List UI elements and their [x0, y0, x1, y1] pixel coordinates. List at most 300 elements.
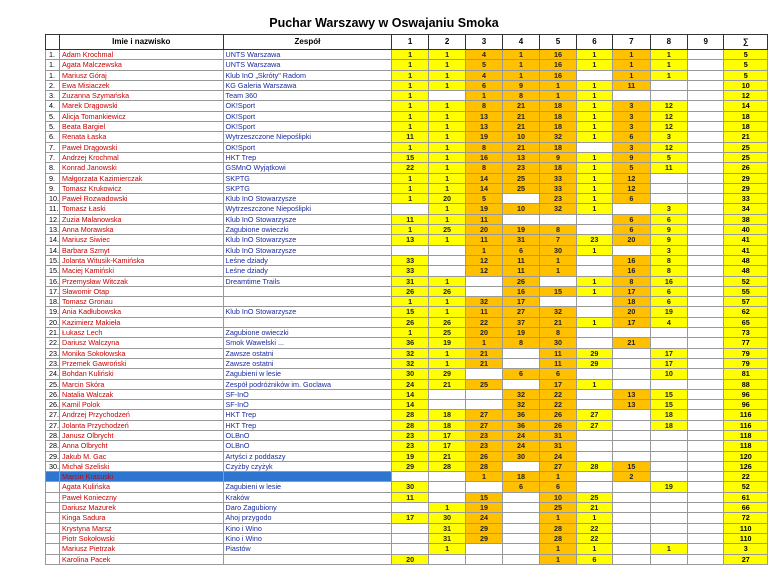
row-rank: 2.: [46, 80, 60, 90]
score-cell-3: 1: [466, 472, 502, 482]
table-row: [46, 348, 768, 358]
score-cell-7: [613, 544, 650, 554]
score-cell-7: 6: [613, 194, 650, 204]
row-team: Klub InO „Skróty" Radom: [223, 70, 392, 80]
score-cell-5: 22: [540, 389, 576, 399]
score-cell-1: 1: [392, 60, 428, 70]
row-sum: 33: [724, 194, 768, 204]
row-rank: 17.: [46, 286, 60, 296]
score-cell-9: [688, 152, 724, 162]
score-cell-1: 11: [392, 132, 428, 142]
score-cell-8: [650, 554, 687, 564]
score-cell-9: [688, 70, 724, 80]
score-cell-6: 1: [576, 122, 612, 132]
score-cell-4: 8: [502, 91, 539, 101]
score-cell-9: [688, 338, 724, 348]
row-team: [223, 472, 392, 482]
score-cell-7: 13: [613, 400, 650, 410]
score-cell-2: 21: [428, 451, 465, 461]
score-cell-8: 12: [650, 101, 687, 111]
score-cell-4: [502, 194, 539, 204]
score-cell-8: 6: [650, 297, 687, 307]
score-cell-2: 18: [428, 420, 465, 430]
score-cell-7: 13: [613, 389, 650, 399]
score-cell-5: 16: [540, 50, 576, 60]
row-team: SF-InO: [223, 389, 392, 399]
score-cell-7: 18: [613, 297, 650, 307]
row-rank: 1.: [46, 70, 60, 80]
score-cell-6: 1: [576, 50, 612, 60]
score-cell-3: 11: [466, 235, 502, 245]
score-cell-3: 12: [466, 266, 502, 276]
score-cell-3: 4: [466, 70, 502, 80]
score-cell-1: 15: [392, 152, 428, 162]
score-cell-5: 26: [540, 420, 576, 430]
score-cell-3: 5: [466, 60, 502, 70]
score-cell-2: [428, 472, 465, 482]
row-rank: 6.: [46, 132, 60, 142]
row-rank: 30.: [46, 461, 60, 471]
table-row: [46, 245, 768, 255]
col-header-2: 2: [428, 35, 465, 50]
score-cell-1: 1: [392, 91, 428, 101]
score-cell-4: 24: [502, 430, 539, 440]
row-team: [223, 297, 392, 307]
score-cell-8: [650, 503, 687, 513]
row-sum: 88: [724, 379, 768, 389]
row-sum: 126: [724, 461, 768, 471]
score-cell-8: [650, 533, 687, 543]
score-cell-5: 32: [540, 132, 576, 142]
table-row: [46, 276, 768, 286]
table-row: [46, 111, 768, 121]
score-cell-5: 22: [540, 400, 576, 410]
score-cell-7: 3: [613, 122, 650, 132]
row-name: Mariusz Pietrzak: [60, 544, 224, 554]
row-name: Łukasz Lech: [60, 328, 224, 338]
score-cell-6: 29: [576, 358, 612, 368]
row-sum: 110: [724, 523, 768, 533]
score-cell-5: 16: [540, 70, 576, 80]
score-cell-5: 18: [540, 111, 576, 121]
score-cell-6: [576, 266, 612, 276]
row-name: Zuzia Malanowska: [60, 214, 224, 224]
score-cell-6: 1: [576, 286, 612, 296]
score-cell-1: 26: [392, 286, 428, 296]
score-cell-9: [688, 328, 724, 338]
row-name: Michał Szeliski: [60, 461, 224, 471]
score-cell-2: [428, 482, 465, 492]
col-header-team: Zespół: [223, 35, 392, 50]
row-team: UNTS Warszawa: [223, 60, 392, 70]
score-cell-7: [613, 420, 650, 430]
table-row: [46, 50, 768, 60]
table-row: [46, 441, 768, 451]
row-name: Marek Drągowski: [60, 101, 224, 111]
score-cell-2: 1: [428, 80, 465, 90]
row-name: Alicja Tomankiewicz: [60, 111, 224, 121]
score-cell-6: 23: [576, 235, 612, 245]
score-cell-4: 36: [502, 420, 539, 430]
row-sum: 116: [724, 410, 768, 420]
score-cell-1: 31: [392, 276, 428, 286]
score-cell-6: 21: [576, 503, 612, 513]
score-cell-9: [688, 122, 724, 132]
score-cell-7: [613, 358, 650, 368]
table-row: [46, 60, 768, 70]
score-cell-8: [650, 472, 687, 482]
row-rank: 7.: [46, 142, 60, 152]
score-cell-3: 26: [466, 451, 502, 461]
score-cell-2: 1: [428, 358, 465, 368]
row-rank: 28.: [46, 441, 60, 451]
score-cell-5: 18: [540, 122, 576, 132]
score-cell-6: 22: [576, 533, 612, 543]
score-cell-2: 21: [428, 379, 465, 389]
row-name: Mariusz Siwiec: [60, 235, 224, 245]
row-rank: [46, 523, 60, 533]
score-cell-2: 1: [428, 122, 465, 132]
table-row: [46, 461, 768, 471]
score-cell-9: [688, 183, 724, 193]
score-cell-1: 33: [392, 266, 428, 276]
score-cell-8: [650, 513, 687, 523]
score-cell-5: 32: [540, 307, 576, 317]
score-cell-1: [392, 472, 428, 482]
score-cell-4: [502, 214, 539, 224]
row-sum: 73: [724, 328, 768, 338]
row-team: OLBnO: [223, 430, 392, 440]
score-cell-5: 27: [540, 461, 576, 471]
score-cell-2: 25: [428, 328, 465, 338]
score-cell-1: 13: [392, 235, 428, 245]
score-cell-2: 1: [428, 142, 465, 152]
table-row: [46, 152, 768, 162]
score-cell-9: [688, 297, 724, 307]
score-cell-4: 16: [502, 286, 539, 296]
score-cell-4: 32: [502, 400, 539, 410]
score-cell-1: 1: [392, 173, 428, 183]
score-cell-3: [466, 544, 502, 554]
row-name: Beata Bargiel: [60, 122, 224, 132]
score-cell-9: [688, 554, 724, 564]
row-name: Dariusz Mazurek: [60, 503, 224, 513]
row-rank: 10.: [46, 194, 60, 204]
score-cell-7: 21: [613, 338, 650, 348]
score-cell-3: [466, 400, 502, 410]
row-team: [223, 317, 392, 327]
row-name: Janusz Olbrycht: [60, 430, 224, 440]
score-cell-2: 1: [428, 183, 465, 193]
score-cell-4: 1: [502, 70, 539, 80]
score-cell-3: 27: [466, 410, 502, 420]
score-cell-2: 25: [428, 225, 465, 235]
score-cell-5: 15: [540, 286, 576, 296]
score-cell-1: 14: [392, 400, 428, 410]
row-rank: 20.: [46, 317, 60, 327]
score-cell-3: [466, 482, 502, 492]
score-cell-9: [688, 369, 724, 379]
row-sum: 77: [724, 338, 768, 348]
row-sum: 81: [724, 369, 768, 379]
score-cell-6: 27: [576, 410, 612, 420]
col-header-name: Imie i nazwisko: [60, 35, 224, 50]
score-cell-2: 1: [428, 111, 465, 121]
score-cell-1: 1: [392, 70, 428, 80]
row-name: Tomasz Łaski: [60, 204, 224, 214]
row-name: Kazimierz Makieła: [60, 317, 224, 327]
score-cell-8: [650, 379, 687, 389]
score-cell-3: 32: [466, 297, 502, 307]
row-team: Zawsze ostatni: [223, 348, 392, 358]
score-cell-4: 36: [502, 410, 539, 420]
score-cell-2: 1: [428, 503, 465, 513]
score-cell-9: [688, 379, 724, 389]
score-cell-1: 23: [392, 441, 428, 451]
row-sum: 57: [724, 297, 768, 307]
score-cell-4: 24: [502, 441, 539, 451]
table-row: [46, 523, 768, 533]
row-team: SKPTG: [223, 173, 392, 183]
row-name: Paweł Rozwadowski: [60, 194, 224, 204]
score-cell-3: 8: [466, 142, 502, 152]
score-cell-2: 19: [428, 338, 465, 348]
table-row: [46, 255, 768, 265]
score-cell-9: [688, 482, 724, 492]
score-cell-8: 17: [650, 348, 687, 358]
score-cell-6: [576, 338, 612, 348]
row-name: Paweł Drągowski: [60, 142, 224, 152]
row-sum: 21: [724, 132, 768, 142]
row-team: Klub InO Stowarzysze: [223, 245, 392, 255]
score-cell-1: 1: [392, 297, 428, 307]
score-cell-6: [576, 297, 612, 307]
score-cell-2: [428, 91, 465, 101]
score-cell-4: 30: [502, 451, 539, 461]
score-cell-8: 1: [650, 50, 687, 60]
score-cell-5: 32: [540, 204, 576, 214]
table-row: [46, 194, 768, 204]
row-name: Anna Olbrycht: [60, 441, 224, 451]
score-cell-5: 1: [540, 91, 576, 101]
score-cell-1: 30: [392, 369, 428, 379]
row-sum: 27: [724, 554, 768, 564]
score-cell-9: [688, 204, 724, 214]
score-cell-7: [613, 245, 650, 255]
row-rank: 9.: [46, 183, 60, 193]
row-rank: 24.: [46, 369, 60, 379]
row-name: Przemek Gawroński: [60, 358, 224, 368]
score-cell-3: 13: [466, 111, 502, 121]
row-team: HKT Trep: [223, 420, 392, 430]
score-cell-9: [688, 358, 724, 368]
score-cell-6: 1: [576, 183, 612, 193]
row-sum: 38: [724, 214, 768, 224]
score-cell-1: 1: [392, 101, 428, 111]
row-team: Klub InO Stowarzysze: [223, 235, 392, 245]
row-sum: 29: [724, 173, 768, 183]
score-cell-9: [688, 348, 724, 358]
row-rank: 5.: [46, 122, 60, 132]
score-cell-2: [428, 554, 465, 564]
row-rank: 22.: [46, 338, 60, 348]
row-sum: 96: [724, 400, 768, 410]
score-cell-8: 3: [650, 245, 687, 255]
score-cell-2: 1: [428, 50, 465, 60]
score-cell-5: 30: [540, 245, 576, 255]
score-cell-8: [650, 492, 687, 502]
row-name: Jolanta Przychodzeń: [60, 420, 224, 430]
score-cell-8: [650, 461, 687, 471]
score-cell-6: 1: [576, 163, 612, 173]
score-cell-4: [502, 523, 539, 533]
score-cell-5: 1: [540, 266, 576, 276]
row-sum: 116: [724, 420, 768, 430]
col-header-7: 7: [613, 35, 650, 50]
score-cell-3: 1: [466, 91, 502, 101]
score-cell-8: 11: [650, 163, 687, 173]
score-cell-1: 29: [392, 461, 428, 471]
score-cell-3: [466, 369, 502, 379]
score-cell-4: [502, 348, 539, 358]
table-row: [46, 91, 768, 101]
row-sum: 5: [724, 60, 768, 70]
score-cell-7: 15: [613, 461, 650, 471]
table-row: [46, 101, 768, 111]
score-cell-9: [688, 420, 724, 430]
row-name: Maciej Kamiński: [60, 266, 224, 276]
row-name: Konrad Janowski: [60, 163, 224, 173]
score-cell-1: 1: [392, 142, 428, 152]
score-cell-8: 18: [650, 420, 687, 430]
row-rank: 1.: [46, 60, 60, 70]
score-cell-2: 1: [428, 235, 465, 245]
row-name: Marcin Skóra: [60, 379, 224, 389]
score-cell-1: 32: [392, 358, 428, 368]
row-team: KG Galeria Warszawa: [223, 80, 392, 90]
score-cell-9: [688, 50, 724, 60]
score-cell-2: 1: [428, 544, 465, 554]
score-cell-5: 7: [540, 235, 576, 245]
row-rank: 13.: [46, 225, 60, 235]
score-cell-9: [688, 286, 724, 296]
row-name: Bohdan Kuliński: [60, 369, 224, 379]
score-cell-4: 17: [502, 297, 539, 307]
score-cell-7: 1: [613, 60, 650, 70]
row-name: Monika Sokołowska: [60, 348, 224, 358]
score-cell-3: 14: [466, 183, 502, 193]
score-cell-8: 17: [650, 358, 687, 368]
score-cell-2: 1: [428, 152, 465, 162]
score-cell-7: 20: [613, 307, 650, 317]
score-cell-7: 11: [613, 80, 650, 90]
score-cell-3: 20: [466, 225, 502, 235]
score-cell-4: 25: [502, 173, 539, 183]
score-cell-9: [688, 430, 724, 440]
score-cell-7: 3: [613, 101, 650, 111]
score-cell-4: [502, 358, 539, 368]
row-team: Zagubione owieczki: [223, 225, 392, 235]
score-cell-5: 28: [540, 523, 576, 533]
results-table: [45, 34, 768, 565]
score-cell-8: 9: [650, 235, 687, 245]
score-cell-9: [688, 410, 724, 420]
score-cell-7: 2: [613, 472, 650, 482]
score-cell-9: [688, 173, 724, 183]
row-name: Zuzanna Szymańska: [60, 91, 224, 101]
score-cell-8: 6: [650, 286, 687, 296]
row-sum: 48: [724, 266, 768, 276]
score-cell-9: [688, 266, 724, 276]
score-cell-5: 25: [540, 503, 576, 513]
score-cell-1: 30: [392, 482, 428, 492]
score-cell-9: [688, 441, 724, 451]
row-sum: 12: [724, 91, 768, 101]
score-cell-1: [392, 204, 428, 214]
score-cell-5: 30: [540, 338, 576, 348]
row-sum: 26: [724, 163, 768, 173]
row-name: Natalia Walczak: [60, 389, 224, 399]
row-sum: 66: [724, 503, 768, 513]
row-team: OK!Sport: [223, 111, 392, 121]
score-cell-3: [466, 389, 502, 399]
row-name: Adam Krochmal: [60, 50, 224, 60]
score-cell-6: 1: [576, 513, 612, 523]
score-cell-4: 25: [502, 183, 539, 193]
row-name: Małgorzata Kazimierczak: [60, 173, 224, 183]
table-row: [46, 163, 768, 173]
row-rank: [46, 544, 60, 554]
score-cell-2: 1: [428, 163, 465, 173]
row-name: Dariusz Walczyna: [60, 338, 224, 348]
row-name: Tomasz Krukowicz: [60, 183, 224, 193]
row-rank: 12.: [46, 214, 60, 224]
score-cell-9: [688, 533, 724, 543]
row-sum: 41: [724, 235, 768, 245]
score-cell-3: 4: [466, 50, 502, 60]
score-cell-3: 12: [466, 255, 502, 265]
score-cell-5: 9: [540, 152, 576, 162]
score-cell-2: 1: [428, 101, 465, 111]
page-title: Puchar Warszawy w Oswajaniu Smoka: [269, 16, 499, 30]
row-team: SKPTG: [223, 183, 392, 193]
score-cell-3: 20: [466, 328, 502, 338]
row-rank: 5.: [46, 111, 60, 121]
row-rank: 15.: [46, 266, 60, 276]
score-cell-5: 1: [540, 255, 576, 265]
score-cell-6: [576, 472, 612, 482]
row-rank: 14.: [46, 245, 60, 255]
score-cell-5: 8: [540, 328, 576, 338]
score-cell-5: [540, 214, 576, 224]
table-row: [46, 451, 768, 461]
table-row: [46, 544, 768, 554]
score-cell-9: [688, 544, 724, 554]
score-cell-3: 24: [466, 513, 502, 523]
score-cell-3: 19: [466, 132, 502, 142]
score-cell-7: [613, 533, 650, 543]
row-team: OK!Sport: [223, 142, 392, 152]
table-row: [46, 338, 768, 348]
row-rank: [46, 482, 60, 492]
row-rank: 25.: [46, 379, 60, 389]
score-cell-2: 1: [428, 204, 465, 214]
row-sum: 79: [724, 358, 768, 368]
score-cell-5: 23: [540, 194, 576, 204]
score-cell-1: 32: [392, 348, 428, 358]
table-row: [46, 358, 768, 368]
table-row: [46, 122, 768, 132]
